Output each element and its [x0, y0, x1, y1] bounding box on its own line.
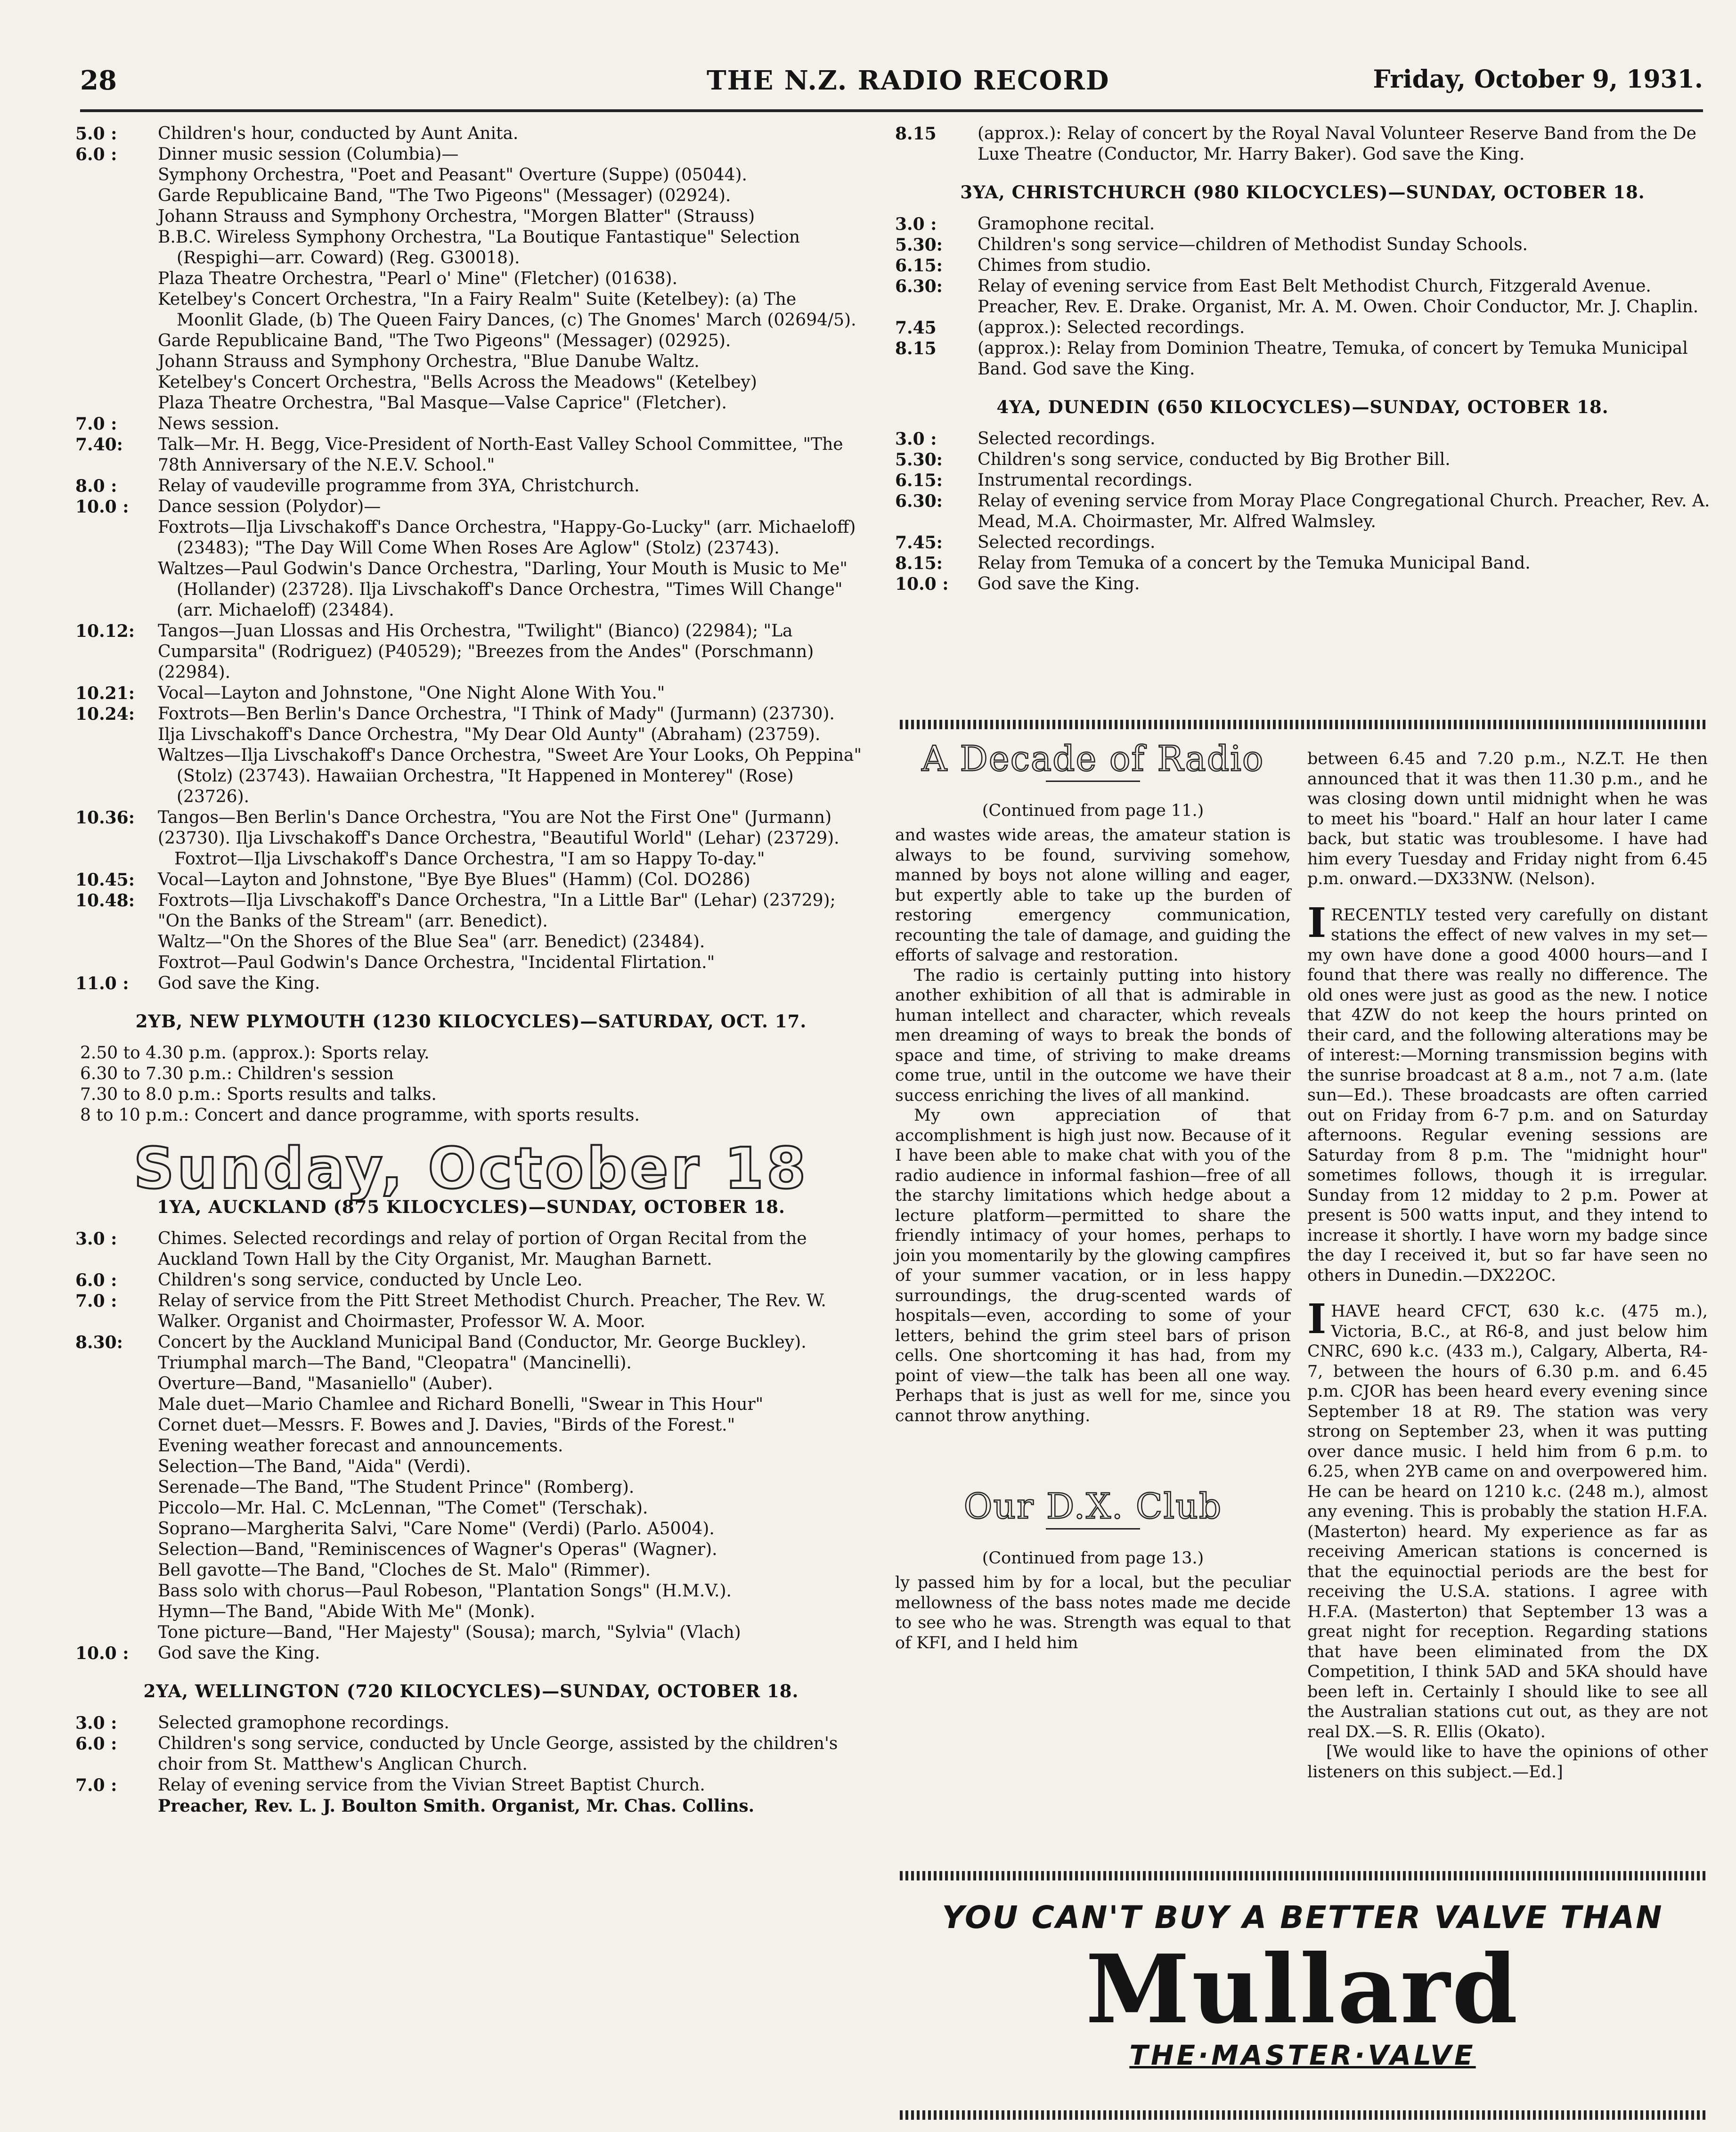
- letter-paragraph: between 6.45 and 7.20 p.m., N.Z.T. He then announced that it was then 11.30 p.m., and he was closing down until midnight when he was to meet his "board." Half an hour later I came back, but static was troublesome. I have had him every Tuesday and Friday night from 6.45 p.m. onward.—DX33NW. (Nelson).: [1307, 749, 1708, 888]
- entry-text: Relay of evening service from the Vivian Street Baptist Church.: [158, 1775, 705, 1795]
- programme-item: Garde Republicaine Band, "The Two Pigeons" (Messager) (02925).: [158, 331, 731, 350]
- entry-text: Chimes. Selected recordings and relay of portion of Organ Recital from the Auckland Town Hall by the City Organist, Mr. Maughan Barnett.: [158, 1229, 807, 1269]
- station-heading-1ya: 1YA, AUCKLAND (875 KILOCYCLES)—SUNDAY, OCTOBER 18.: [157, 1196, 785, 1217]
- entry-text: Gramophone recital.: [978, 214, 1155, 234]
- entry-text: Selected recordings.: [978, 429, 1156, 448]
- entry-time: 6.15:: [895, 471, 943, 490]
- schedule-entry: [895, 553, 1710, 574]
- entry-text: Children's hour, conducted by Aunt Anita.: [158, 124, 519, 143]
- mullard-advertisement: [900, 1871, 1705, 2125]
- entry-text: God save the King.: [158, 974, 320, 993]
- entry-time: 3.0 :: [895, 214, 937, 234]
- programme-item: Male duet—Mario Chamlee and Richard Bonelli, "Swear in This Hour": [158, 1395, 764, 1414]
- programme-item: Ketelbey's Concert Orchestra, "In a Fairy Realm" Suite (Ketelbey): (a) The Moonlit Glade, (b) The Queen Fairy Dances, (c) The Gnomes' March (02694/5).: [158, 290, 856, 330]
- programme-item: Cornet duet—Messrs. F. Bowes and J. Davies, "Birds of the Forest.": [158, 1416, 735, 1435]
- ad-border-bottom: [900, 2110, 1705, 2120]
- entry-time: 7.45: [895, 318, 937, 338]
- page-header: [80, 65, 1703, 103]
- band-programme: [75, 1353, 867, 1643]
- schedule-entry: [75, 704, 867, 745]
- schedule-entry: [895, 123, 1710, 165]
- entry-time: 3.0 :: [75, 1713, 117, 1733]
- entry-text: News session.: [158, 414, 280, 433]
- programme-item: Foxtrots—Ilja Livschakoff's Dance Orchestra, "Happy-Go-Lucky" (arr. Michaeloff) (23483); "The Day Will Come When Roses Are Aglow" (Stolz) (23743).: [158, 518, 856, 558]
- schedule-entry: [895, 429, 1710, 449]
- programme-item: Piccolo—Mr. Hal. C. McLennan, "The Comet" (Terschak).: [158, 1498, 648, 1518]
- entry-time: 6.15:: [895, 256, 943, 276]
- schedule-list: [75, 414, 867, 517]
- letter-text: RECENTLY tested very carefully on distant stations the effect of new valves in my set—my own have done a good 4000 hours—and I found that there was really no difference. The old ones were just as good as the new. I notice that 4ZW do not keep the hours printed on their card, and the following alterations may be of interest:—Morning transmission begins with the sunrise broadcast at 8 a.m., not 7 a.m. (late sun—Ed.). These broadcasts are often carried out on Friday from 6-7 p.m. and on Saturday afternoons. Regular evening sessions are Saturday from 8 p.m. The "midnight hour" sometimes follows, though it is irregular. Sunday from 12 midday to 2 p.m. Power at present is 500 watts input, and they intend to increase it shortly. I have worn my badge since the day I received it, but so far have seen no others in Dunedin.—DX22OC.: [1307, 905, 1708, 1285]
- header-rule: [80, 109, 1703, 112]
- entry-time: 7.0 :: [75, 1775, 117, 1795]
- ad-tagline: THE·MASTER·VALVE: [1129, 2039, 1476, 2071]
- dance-programme: [75, 517, 867, 621]
- letter-paragraph: [1307, 1295, 1708, 1742]
- entry-text: Concert by the Auckland Municipal Band (Conductor, Mr. George Buckley).: [158, 1333, 807, 1352]
- title-rule: [1046, 1528, 1140, 1530]
- entry-text: Foxtrots—Ilja Livschakoff's Dance Orchestra, "In a Little Bar" (Lehar) (23729); "On the Banks of the Stream" (arr. Benedict).: [158, 891, 836, 931]
- dx-letters: [1307, 749, 1708, 1782]
- entry-time: 10.45:: [75, 870, 135, 890]
- entry-text: Chimes from studio.: [978, 256, 1151, 275]
- programme-item: Johann Strauss and Symphony Orchestra, "Blue Danube Waltz.: [158, 352, 700, 371]
- station-heading-2yb: 2YB, NEW PLYMOUTH (1230 KILOCYCLES)—SATURDAY, OCT. 17.: [135, 1011, 807, 1032]
- schedule-entry: [75, 1291, 867, 1332]
- schedule-list: [75, 1713, 867, 1796]
- entry-time: 10.48:: [75, 891, 135, 911]
- schedule-entry: [75, 123, 867, 144]
- schedule-entry: [895, 276, 1710, 317]
- entry-time: 7.45:: [895, 533, 943, 553]
- dance-programme: [75, 932, 867, 973]
- schedule-entry: [75, 870, 867, 890]
- article-paragraph: My own appreciation of that accomplishment is high just now. Because of it I have been able to make chat with you of the radio audience in informal fashion—free of all the starchy limitations which hedge about a lecture platform—permitted to share the friendly intimacy of your homes, perhaps to join you momentarily by the glowing campfires of your summer vacation, or in less happy surroundings, the drug-scented wards of hospitals—even, according to some of your letters, behind the grim steel bars of prison cells. One shortcoming it has had, from my point of view—the talk has been all one way. Perhaps that is just as well for me, since you cannot throw anything.: [895, 1106, 1291, 1425]
- programme-item: Bass solo with chorus—Paul Robeson, "Plantation Songs" (H.M.V.).: [158, 1581, 732, 1601]
- entry-text: God save the King.: [158, 1644, 320, 1663]
- entry-text: Relay of evening service from Moray Place Congregational Church. Preacher, Rev. A. Mead, M.A. Choirmaster, Mr. Alfred Walmsley.: [978, 491, 1710, 531]
- programme-item: Selection—Band, "Reminiscences of Wagner's Operas" (Wagner).: [158, 1540, 717, 1559]
- schedule-entry: [895, 532, 1710, 553]
- letter-paragraph: [1307, 899, 1708, 1286]
- schedule-list: [895, 429, 1710, 594]
- entry-time: 10.21:: [75, 684, 135, 703]
- entry-text: Relay of vaudeville programme from 3YA, Christchurch.: [158, 476, 640, 496]
- station-heading-3ya: 3YA, CHRISTCHURCH (980 KILOCYCLES)—SUNDAY, OCTOBER 18.: [960, 182, 1645, 203]
- drop-cap: I: [1307, 899, 1327, 947]
- entry-text: (approx.): Relay from Dominion Theatre, Temuka, of concert by Temuka Municipal Band. God save the King.: [978, 339, 1688, 379]
- entry-text: Dinner music session (Columbia)—: [158, 145, 459, 164]
- schedule-entry: [75, 807, 867, 849]
- programme-item: Foxtrot—Paul Godwin's Dance Orchestra, "Incidental Flirtation.": [158, 953, 715, 972]
- entry-time: 8.15: [895, 339, 937, 358]
- schedule-entry: [75, 1713, 867, 1733]
- schedule-entry: [75, 973, 867, 994]
- schedule-entry: [895, 449, 1710, 470]
- schedule-entry: [895, 574, 1710, 594]
- schedule-entry: [75, 683, 867, 704]
- entry-time: 7.0 :: [75, 414, 117, 434]
- entry-time: 7.0 :: [75, 1291, 117, 1311]
- schedule-list: [75, 621, 867, 745]
- schedule-list: [895, 214, 1710, 380]
- article-decade: [895, 739, 1291, 1653]
- programme-item: Tone picture—Band, "Her Majesty" (Sousa); march, "Sylvia" (Vlach): [158, 1623, 741, 1642]
- entry-time: 10.12:: [75, 621, 135, 641]
- article-paragraph: and wastes wide areas, the amateur station is always to be found, surviving somehow, manned by boys not alone willing and eager, but expertly able to take up the burden of restoring emergency communication, recounting the tale of damage, and guiding the efforts of salvage and restoration.: [895, 826, 1291, 965]
- continued-note: (Continued from page 13.): [982, 1548, 1204, 1568]
- programme-item: Waltzes—Paul Godwin's Dance Orchestra, "Darling, Your Mouth is Music to Me" (Hollander) (23728). Ilja Livschakoff's Dance Orchestra, "Times Will Change" (arr. Michaeloff) (23484).: [158, 559, 848, 620]
- entry-text: Instrumental recordings.: [978, 471, 1193, 490]
- column-right: [895, 123, 1710, 594]
- schedule-entry: [75, 144, 867, 165]
- article-title: A Decade of Radio: [921, 739, 1264, 779]
- programme-item: Plaza Theatre Orchestra, "Pearl o' Mine" (Fletcher) (01638).: [158, 269, 678, 288]
- sunday-title: Sunday, October 18: [133, 1136, 809, 1202]
- entry-text: Selected recordings.: [978, 533, 1156, 552]
- schedule-line: 2.50 to 4.30 p.m. (approx.): Sports relay.: [80, 1043, 430, 1063]
- schedule-list: [75, 1229, 867, 1353]
- dx-club-title: Our D.X. Club: [963, 1486, 1223, 1527]
- entry-text: Children's song service, conducted by Uncle George, assisted by the children's choir from St. Matthew's Anglican Church.: [158, 1734, 838, 1774]
- schedule-entry: [75, 496, 867, 517]
- letter-text: HAVE heard CFCT, 630 k.c. (475 m.), Victoria, B.C., at R6-8, and just below him CNRC, 690 k.c. (433 m.), Calgary, Alberta, R4-7, between the hours of 6.30 p.m. and 6.45 p.m. CJOR has been heard every evening since September 18 at R9. The station was very strong on September 23, when it was putting over dance music. I held him from 6 p.m. to 6.25, when 2YB came on and overpowered him. He can be heard on 1210 k.c. (248 m.), almost any evening. This is probably the station H.F.A. (Masterton) heard. My experience as far as receiving American stations is concerned is that the equinoctial periods are the best for receiving the U.S.A. stations. I agree with H.F.A. (Masterton) that September 13 was a great night for reception. Regarding stations that have been eliminated from the DX Competition, I think 5AD and 5KA should have been left in. Certainly I should like to see all the Australian stations cut out, as they are not real DX.—S. R. Ellis (Okato).: [1307, 1302, 1708, 1741]
- entry-time: 10.0 :: [895, 574, 949, 594]
- entry-time: 7.40:: [75, 435, 123, 455]
- column-left: [75, 123, 867, 1816]
- entry-text: Relay from Temuka of a concert by the Temuka Municipal Band.: [978, 553, 1531, 573]
- entry-text: Tangos—Ben Berlin's Dance Orchestra, "You are Not the First One" (Jurmann) (23730). Ilja Livschakoff's Dance Orchestra, "Beautiful World" (Lehar) (23729).: [158, 808, 839, 848]
- programme-item: Bell gavotte—The Band, "Cloches de St. Malo" (Rimmer).: [158, 1561, 651, 1580]
- entry-time: 6.0 :: [75, 1270, 117, 1290]
- entry-time: 6.30:: [895, 277, 943, 296]
- entry-time: 8.0 :: [75, 476, 117, 496]
- schedule-entry: [895, 235, 1710, 255]
- entry-time: 10.36:: [75, 808, 135, 828]
- dx-club-section: [895, 1486, 1291, 1653]
- programme-item: B.B.C. Wireless Symphony Orchestra, "La Boutique Fantastique" Selection (Respighi—arr. Coward) (Reg. G30018).: [158, 228, 800, 268]
- entry-time: 3.0 :: [75, 1229, 117, 1249]
- dance-programme: [75, 849, 867, 870]
- programme-item: Evening weather forecast and announcements.: [158, 1436, 563, 1456]
- programme-item: Plaza Theatre Orchestra, "Bal Masque—Valse Caprice" (Fletcher).: [158, 393, 727, 413]
- continued-note: (Continued from page 11.): [982, 801, 1204, 820]
- schedule-entry: [895, 255, 1710, 276]
- entry-time: 11.0 :: [75, 974, 129, 993]
- programme-item: Hymn—The Band, "Abide With Me" (Monk).: [158, 1602, 536, 1621]
- issue-date: Friday, October 9, 1931.: [1373, 65, 1703, 94]
- entry-time: 8.15: [895, 124, 937, 144]
- drop-cap: I: [1307, 1295, 1327, 1343]
- title-rule: [1046, 781, 1140, 782]
- programme-item: Ketelbey's Concert Orchestra, "Bells Across the Meadows" (Ketelbey): [158, 373, 757, 392]
- schedule-line: 6.30 to 7.30 p.m.: Children's session: [80, 1064, 394, 1083]
- entry-text: Vocal—Layton and Johnstone, "One Night Alone With You.": [158, 684, 665, 703]
- schedule-entry: [895, 491, 1710, 532]
- schedule-entry: [75, 1229, 867, 1270]
- entry-text: God save the King.: [978, 574, 1140, 594]
- dinner-programme: [75, 165, 867, 414]
- programme-item: Waltz—"On the Shores of the Blue Sea" (arr. Benedict) (23484).: [158, 932, 705, 952]
- entry-text: (approx.): Selected recordings.: [978, 318, 1245, 337]
- entry-text: Relay of evening service from East Belt Methodist Church, Fitzgerald Avenue. Preacher, Rev. E. Drake. Organist, Mr. A. M. Owen. Choir Conductor, Mr. J. Chaplin.: [978, 277, 1699, 317]
- entry-text: Talk—Mr. H. Begg, Vice-President of North-East Valley School Committee, "The 78th Anniversary of the N.E.V. School.": [158, 435, 843, 475]
- article-paragraph: The radio is certainly putting into history another exhibition of all that is admirable in human intellect and character, which reveals men dreaming of ways to break the bonds of space and time, of striving to make dreams come true, until in the outcome we have their success enriching the lives of all mankind.: [895, 966, 1291, 1105]
- entry-time: 5.0 :: [75, 124, 117, 144]
- schedule-list: [75, 807, 867, 849]
- service-details: Preacher, Rev. L. J. Boulton Smith. Organist, Mr. Chas. Collins.: [158, 1796, 755, 1816]
- programme-item: Waltzes—Ilja Livschakoff's Dance Orchestra, "Sweet Are Your Looks, Oh Peppina" (Stolz) (23743). Hawaiian Orchestra, "It Happened in Monterey" (Rose) (23726).: [158, 746, 862, 806]
- entry-text: Vocal—Layton and Johnstone, "Bye Bye Blues" (Hamm) (Col. DO286): [158, 870, 750, 889]
- schedule-entry: [895, 338, 1710, 380]
- schedule-entry: [75, 890, 867, 932]
- editor-note: [We would like to have the opinions of other listeners on this subject.—Ed.]: [1307, 1742, 1708, 1782]
- section-divider: [900, 720, 1705, 729]
- schedule-entry: [75, 1270, 867, 1291]
- programme-item: Johann Strauss and Symphony Orchestra, "Morgen Blatter" (Strauss): [158, 207, 755, 226]
- entry-time: 10.0 :: [75, 1644, 129, 1663]
- mullard-logo: Mullard: [1085, 1934, 1520, 2045]
- dance-programme: [75, 745, 867, 807]
- entry-text: Foxtrots—Ben Berlin's Dance Orchestra, "I Think of Mady" (Jurmann) (23730). Ilja Livschakoff's Dance Orchestra, "My Dear Old Aunty" (Abraham) (23759).: [158, 704, 835, 744]
- entry-time: 5.30:: [895, 450, 943, 470]
- page-number: 28: [80, 65, 117, 96]
- ad-slogan: YOU CAN'T BUY A BETTER VALVE THAN: [942, 1899, 1663, 1936]
- schedule-list: [75, 973, 867, 994]
- programme-item: Garde Republicaine Band, "The Two Pigeons" (Messager) (02924).: [158, 186, 731, 205]
- station-heading-2ya: 2YA, WELLINGTON (720 KILOCYCLES)—SUNDAY, OCTOBER 18.: [143, 1681, 799, 1701]
- entry-time: 6.0 :: [75, 1734, 117, 1754]
- programme-item: Soprano—Margherita Salvi, "Care Nome" (Verdi) (Parlo. A5004).: [158, 1519, 715, 1538]
- schedule-entry: [895, 470, 1710, 491]
- schedule-entry: [75, 621, 867, 683]
- entry-text: Relay of service from the Pitt Street Methodist Church. Preacher, The Rev. W. Walker. Organist and Choirmaster, Professor W. A. Moor.: [158, 1291, 826, 1331]
- entry-text: Children's song service, conducted by Big Brother Bill.: [978, 450, 1451, 469]
- schedule-entry: [895, 317, 1710, 338]
- schedule-list: [75, 870, 867, 932]
- entry-time: 8.30:: [75, 1333, 123, 1352]
- entry-time: 10.0 :: [75, 497, 129, 517]
- programme-item: Triumphal march—The Band, "Cleopatra" (Mancinelli).: [158, 1353, 632, 1373]
- schedule-entry: [75, 1775, 867, 1796]
- schedule-entry: [75, 1733, 867, 1775]
- schedule-list: [75, 123, 867, 165]
- entry-text: Children's song service—children of Methodist Sunday Schools.: [978, 235, 1528, 254]
- schedule-line: 7.30 to 8.0 p.m.: Sports results and talks.: [80, 1085, 437, 1104]
- schedule-entry: [75, 414, 867, 434]
- schedule-line: 8 to 10 p.m.: Concert and dance programme, with sports results.: [80, 1106, 640, 1125]
- station-heading-4ya: 4YA, DUNEDIN (650 KILOCYCLES)—SUNDAY, OCTOBER 18.: [996, 397, 1609, 417]
- entry-text: Tangos—Juan Llossas and His Orchestra, "Twilight" (Bianco) (22984); "La Cumparsita" (Rodriguez) (P40529); "Breezes from the Andes" (Porschmann) (22984).: [158, 621, 814, 682]
- programme-item: Selection—The Band, "Aida" (Verdi).: [158, 1457, 471, 1476]
- entry-text: Children's song service, conducted by Uncle Leo.: [158, 1270, 583, 1290]
- schedule-list: [895, 123, 1710, 165]
- entry-text: (approx.): Relay of concert by the Royal Naval Volunteer Reserve Band from the De Luxe Theatre (Conductor, Mr. Harry Baker). God save the King.: [978, 124, 1696, 164]
- masthead-title: THE N.Z. RADIO RECORD: [707, 65, 1110, 96]
- schedule-entry: [75, 1643, 867, 1664]
- entry-time: 8.15:: [895, 553, 943, 573]
- entry-text: Selected gramophone recordings.: [158, 1713, 449, 1733]
- schedule-entry: [75, 476, 867, 496]
- programme-item: Symphony Orchestra, "Poet and Peasant" Overture (Suppe) (05044).: [158, 165, 747, 185]
- article-paragraph: ly passed him by for a local, but the peculiar mellowness of the bass notes made me decide to see who he was. Strength was equal to that of KFI, and I held him: [895, 1573, 1291, 1652]
- entry-time: 3.0 :: [895, 429, 937, 449]
- entry-time: 10.24:: [75, 704, 135, 724]
- schedule-entry: [75, 434, 867, 476]
- sports-schedule: [75, 1043, 867, 1126]
- schedule-entry: [75, 1332, 867, 1353]
- programme-item: Serenade—The Band, "The Student Prince" (Romberg).: [158, 1478, 635, 1497]
- entry-text: Dance session (Polydor)—: [158, 497, 381, 516]
- entry-time: 6.30:: [895, 491, 943, 511]
- programme-item: Overture—Band, "Masaniello" (Auber).: [158, 1374, 493, 1393]
- entry-time: 6.0 :: [75, 145, 117, 164]
- programme-item: Foxtrot—Ilja Livschakoff's Dance Orchestra, "I am so Happy To-day.": [174, 849, 765, 869]
- entry-time: 5.30:: [895, 235, 943, 255]
- schedule-entry: [895, 214, 1710, 235]
